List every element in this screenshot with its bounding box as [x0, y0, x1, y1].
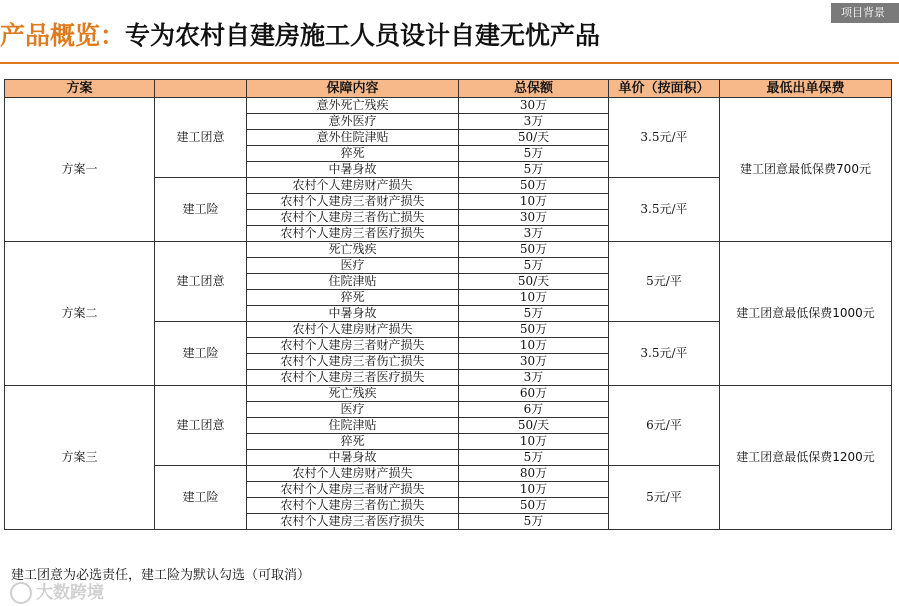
product-table [4, 79, 892, 530]
amount-cell: 50万 [459, 178, 609, 194]
amount-cell: 5万 [459, 258, 609, 274]
coverage-cell: 猝死 [247, 146, 459, 162]
amount-cell: 10万 [459, 434, 609, 450]
amount-cell: 6万 [459, 402, 609, 418]
amount-cell: 30万 [459, 98, 609, 114]
coverage-cell: 中暑身故 [247, 306, 459, 322]
unit-price-cell: 3.5元/平 [609, 322, 720, 386]
coverage-cell: 意外医疗 [247, 114, 459, 130]
coverage-cell: 中暑身故 [247, 162, 459, 178]
amount-cell: 30万 [459, 210, 609, 226]
coverage-cell: 农村个人建房三者伤亡损失 [247, 210, 459, 226]
plan-name-cell: 方案三 [5, 386, 155, 530]
amount-cell: 10万 [459, 194, 609, 210]
col-header-plan: 方案 [5, 80, 155, 98]
table-header-row [5, 80, 892, 98]
coverage-cell: 农村个人建房财产损失 [247, 178, 459, 194]
insurance-type-cell: 建工团意 [155, 98, 247, 178]
title-prefix: 产品概览： [0, 21, 126, 50]
coverage-cell: 农村个人建房财产损失 [247, 322, 459, 338]
coverage-cell: 意外死亡残疾 [247, 98, 459, 114]
coverage-cell: 猝死 [247, 290, 459, 306]
coverage-cell: 农村个人建房三者医疗损失 [247, 514, 459, 530]
coverage-cell: 农村个人建房三者财产损失 [247, 194, 459, 210]
section-tag: 项目背景 [831, 3, 899, 23]
table-row [5, 386, 892, 402]
amount-cell: 10万 [459, 290, 609, 306]
footer-note: 建工团意为必选责任，建工险为默认勾选（可取消） [11, 568, 311, 583]
coverage-cell: 医疗 [247, 402, 459, 418]
unit-price-cell: 6元/平 [609, 386, 720, 466]
coverage-cell: 农村个人建房三者伤亡损失 [247, 354, 459, 370]
amount-cell: 50万 [459, 242, 609, 258]
insurance-type-cell: 建工险 [155, 322, 247, 386]
amount-cell: 5万 [459, 306, 609, 322]
unit-price-cell: 5元/平 [609, 242, 720, 322]
amount-cell: 5万 [459, 514, 609, 530]
col-header-min-premium: 最低出单保费 [720, 80, 892, 98]
watermark-text: 大数跨境 [36, 583, 104, 603]
page-title [0, 16, 600, 52]
table-row [5, 242, 892, 258]
col-header-coverage: 保障内容 [247, 80, 459, 98]
coverage-cell: 死亡残疾 [247, 242, 459, 258]
amount-cell: 5万 [459, 450, 609, 466]
plan-name-cell: 方案二 [5, 242, 155, 386]
plan-name-cell: 方案一 [5, 98, 155, 242]
coverage-cell: 意外住院津贴 [247, 130, 459, 146]
coverage-cell: 死亡残疾 [247, 386, 459, 402]
coverage-cell: 医疗 [247, 258, 459, 274]
amount-cell: 50/天 [459, 274, 609, 290]
min-premium-cell: 建工团意最低保费1000元 [720, 242, 892, 386]
coverage-cell: 农村个人建房三者财产损失 [247, 482, 459, 498]
coverage-cell: 农村个人建房三者财产损失 [247, 338, 459, 354]
coverage-cell: 住院津贴 [247, 418, 459, 434]
col-header-amount: 总保额 [459, 80, 609, 98]
col-header-unit-price: 单价（按面积） [609, 80, 720, 98]
amount-cell: 50万 [459, 322, 609, 338]
unit-price-cell: 3.5元/平 [609, 98, 720, 178]
min-premium-cell: 建工团意最低保费1200元 [720, 386, 892, 530]
unit-price-cell: 5元/平 [609, 466, 720, 530]
coverage-cell: 农村个人建房财产损失 [247, 466, 459, 482]
table-row [5, 98, 892, 114]
amount-cell: 60万 [459, 386, 609, 402]
amount-cell: 10万 [459, 482, 609, 498]
amount-cell: 5万 [459, 146, 609, 162]
title-divider [0, 62, 899, 64]
insurance-type-cell: 建工团意 [155, 386, 247, 466]
watermark [10, 578, 104, 604]
amount-cell: 50/天 [459, 418, 609, 434]
amount-cell: 3万 [459, 114, 609, 130]
coverage-cell: 中暑身故 [247, 450, 459, 466]
amount-cell: 5万 [459, 162, 609, 178]
col-header-type [155, 80, 247, 98]
coverage-cell: 农村个人建房三者医疗损失 [247, 226, 459, 242]
amount-cell: 30万 [459, 354, 609, 370]
watermark-logo-icon [10, 582, 32, 604]
coverage-cell: 住院津贴 [247, 274, 459, 290]
amount-cell: 10万 [459, 338, 609, 354]
amount-cell: 50/天 [459, 130, 609, 146]
insurance-type-cell: 建工险 [155, 466, 247, 530]
coverage-cell: 猝死 [247, 434, 459, 450]
insurance-type-cell: 建工团意 [155, 242, 247, 322]
coverage-cell: 农村个人建房三者医疗损失 [247, 370, 459, 386]
insurance-type-cell: 建工险 [155, 178, 247, 242]
title-main: 专为农村自建房施工人员设计自建无忧产品 [125, 21, 601, 50]
amount-cell: 80万 [459, 466, 609, 482]
coverage-cell: 农村个人建房三者伤亡损失 [247, 498, 459, 514]
amount-cell: 50万 [459, 498, 609, 514]
min-premium-cell: 建工团意最低保费700元 [720, 98, 892, 242]
amount-cell: 3万 [459, 370, 609, 386]
unit-price-cell: 3.5元/平 [609, 178, 720, 242]
amount-cell: 3万 [459, 226, 609, 242]
